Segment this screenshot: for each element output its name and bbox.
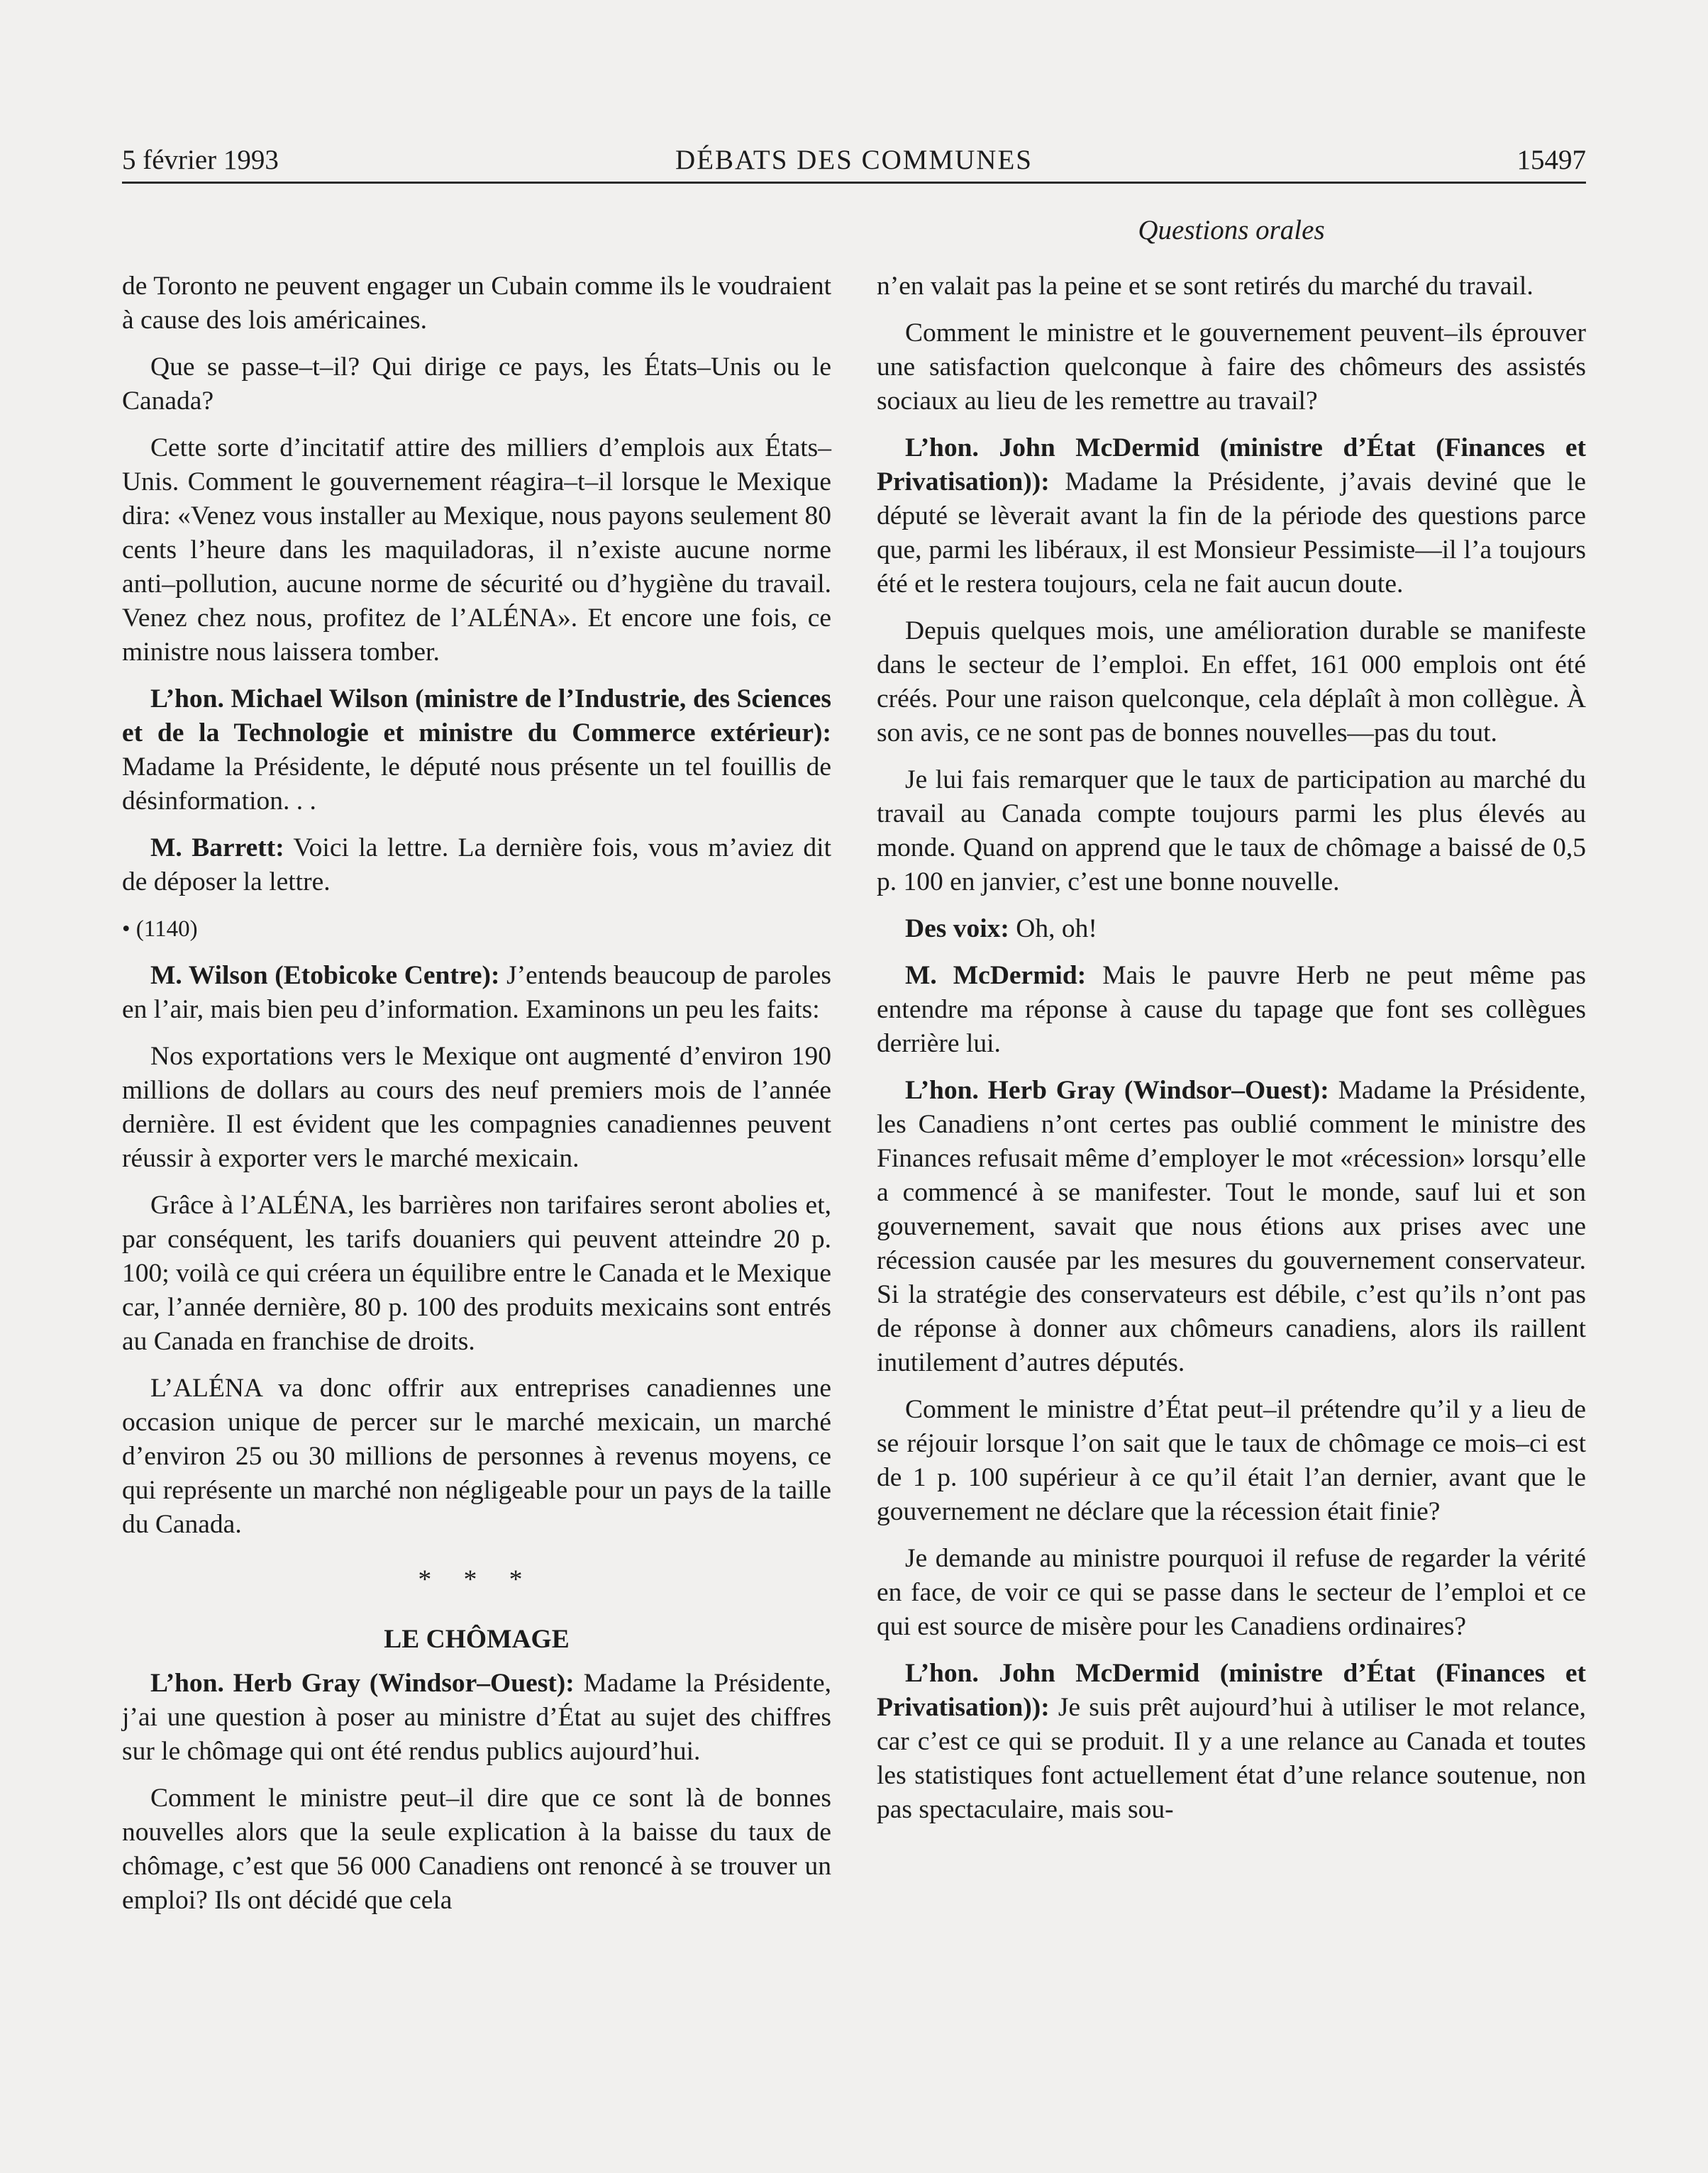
speaker-name: L’hon. Herb Gray (Windsor–Ouest): xyxy=(905,1076,1329,1105)
paragraph: Comment le ministre d’État peut–il prétendre qu’il y a lieu de se réjouir lorsque l’on sait que le taux de chômage ce mois–ci est de 1 p. 100 supérieur à ce qu’il était l’an dernier, avant que le gouvernement ne déclare que la récession était finie? xyxy=(877,1395,1586,1526)
paragraph: de Toronto ne peuvent engager un Cubain comme ils le voudraient à cause des lois américaines. xyxy=(122,272,831,335)
paragraph: Nos exportations vers le Mexique ont augmenté d’environ 190 millions de dollars au cours des neuf premiers mois de l’année dernière. Il est évident que les compagnies canadiennes peuvent réussir à exporter vers le marché mexicain. xyxy=(122,1042,831,1173)
section-label: Questions orales xyxy=(1138,215,1325,245)
section-separator: * * * xyxy=(418,1565,536,1594)
speech-paragraph xyxy=(877,959,1586,1061)
paragraph: Comment le ministre et le gouvernement peuvent–ils éprouver une satisfaction quelconque à faire des chômeurs des assistés sociaux au lieu de les remettre au travail? xyxy=(877,318,1586,416)
speech-text: Madame la Présidente, j’ai une question à poser au ministre d’État au sujet des chiffres sur le chômage qui ont été rendus publics aujourd’hui. xyxy=(122,1669,831,1766)
speech-paragraph xyxy=(877,1657,1586,1827)
paragraph: Depuis quelques mois, une amélioration durable se manifeste dans le secteur de l’emploi. En effet, 161 000 emplois ont été créés. Pour une raison quelconque, cela déplaît à mon collègue. À son avis, ce ne sont pas de bonnes nouvelles—pas du tout. xyxy=(877,616,1586,748)
section-heading: LE CHÔMAGE xyxy=(384,1625,570,1654)
speaker-name: L’hon. John McDermid (ministre d’État (Finances et Privatisation)): xyxy=(877,1659,1586,1722)
speech-paragraph xyxy=(122,1667,831,1769)
speech-text: Je suis prêt aujourd’hui à utiliser le mot relance, car c’est ce qui se produit. Il y a une relance au Canada et toutes les statistiques font actuellement état d’une relance soutenue, non pas spectaculaire, mais sou- xyxy=(877,1693,1586,1824)
right-column xyxy=(877,269,1586,1840)
header-date: 5 février 1993 xyxy=(122,145,279,175)
paragraph: Que se passe–t–il? Qui dirige ce pays, les États–Unis ou le Canada? xyxy=(122,352,831,416)
paragraph: Je lui fais remarquer que le taux de participation au marché du travail au Canada compte toujours parmi les plus élevés au monde. Quand on apprend que le taux de chômage a baissé de 0,5 p. 100 en janvier, c’est une bonne nouvelle. xyxy=(877,765,1586,896)
speaker-name: L’hon. Herb Gray (Windsor–Ouest): xyxy=(150,1669,575,1698)
paragraph: L’ALÉNA va donc offrir aux entreprises canadiennes une occasion unique de percer sur le marché mexicain, un marché d’environ 25 ou 30 millions de personnes à revenus moyens, ce qui représente un marché non négligeable pour un pays de la taille du Canada. xyxy=(122,1374,831,1539)
paragraph: Cette sorte d’incitatif attire des milliers d’emplois aux États–Unis. Comment le gouvernement réagira–t–il lorsque le Mexique dira: «Venez vous installer au Mexique, nous payons seulement 80 cents l’heure dans les maquiladoras, il n’existe aucune norme anti–pollution, aucune norme de sécurité ou d’hygiène du travail. Venez chez nous, profitez de l’ALÉNA». Et encore une fois, ce ministre nous laissera tomber. xyxy=(122,433,831,667)
speech-paragraph xyxy=(877,912,1586,946)
speech-text: Madame la Présidente, les Canadiens n’ont certes pas oublié comment le ministre des Finances refusait même d’employer le mot «récession» lorsqu’elle a commencé à se manifester. Tout le monde, sauf lui et son gouvernement, savait que nous étions aux prises avec une récession causée par les mesures du gouvernement conservateur. Si la stratégie des conservateurs est débile, c’est qu’ils n’ont pas de réponse à donner aux chômeurs canadiens, alors ils raillent inutilement d’autres députés. xyxy=(877,1076,1586,1377)
header-title: DÉBATS DES COMMUNES xyxy=(675,145,1033,175)
time-marker: • (1140) xyxy=(122,916,198,942)
speech-paragraph xyxy=(877,431,1586,601)
speech-paragraph xyxy=(122,682,831,818)
speaker-name: L’hon. John McDermid (ministre d’État (Finances et Privatisation)): xyxy=(877,433,1586,496)
speaker-name: Des voix: xyxy=(905,914,1009,943)
speech-paragraph xyxy=(122,959,831,1027)
speech-text: J’entends beaucoup de paroles en l’air, mais bien peu d’information. Examinons un peu les faits: xyxy=(122,961,831,1024)
paragraph: n’en valait pas la peine et se sont retirés du marché du travail. xyxy=(877,272,1534,301)
speaker-name: M. Barrett: xyxy=(150,833,284,862)
speaker-name: M. McDermid: xyxy=(905,961,1087,990)
speech-text: Madame la Présidente, j’avais deviné que le député se lèverait avant la fin de la période des questions parce que, parmi les libéraux, il est Monsieur Pessimiste—il l’a toujours été et le restera toujours, cela ne fait aucun doute. xyxy=(877,467,1586,599)
paragraph: Je demande au ministre pourquoi il refuse de regarder la vérité en face, de voir ce qui se passe dans le secteur de l’emploi et ce qui est source de misère pour les Canadiens ordinaires? xyxy=(877,1544,1586,1641)
speaker-name: L’hon. Michael Wilson (ministre de l’Industrie, des Sciences et de la Technologie et ministre du Commerce extérieur): xyxy=(122,684,831,748)
speech-paragraph xyxy=(877,1074,1586,1380)
header-page-number: 15497 xyxy=(1516,145,1586,175)
speech-text: Mais le pauvre Herb ne peut même pas entendre ma réponse à cause du tapage que font ses collègues derrière lui. xyxy=(877,961,1586,1058)
paragraph: Comment le ministre peut–il dire que ce sont là de bonnes nouvelles alors que la seule explication à la baisse du taux de chômage, c’est que 56 000 Canadiens ont renoncé à se trouver un emploi? Ils ont décidé que cela xyxy=(122,1784,831,1915)
speech-paragraph xyxy=(122,831,831,899)
left-column xyxy=(122,269,831,1930)
speech-text: Madame la Présidente, le député nous présente un tel fouillis de désinformation. . . xyxy=(122,752,831,816)
page-header xyxy=(122,142,1586,184)
speaker-name: M. Wilson (Etobicoke Centre): xyxy=(150,961,500,990)
paragraph: Grâce à l’ALÉNA, les barrières non tarifaires seront abolies et, par conséquent, les tarifs douaniers qui peuvent atteindre 20 p. 100; voilà ce qui créera un équilibre entre le Canada et le Mexique car, l’année dernière, 80 p. 100 des produits mexicains sont entrés au Canada en franchise de droits. xyxy=(122,1191,831,1356)
speech-text: Oh, oh! xyxy=(1009,914,1097,943)
speech-text: Voici la lettre. La dernière fois, vous m’aviez dit de déposer la lettre. xyxy=(122,833,831,896)
